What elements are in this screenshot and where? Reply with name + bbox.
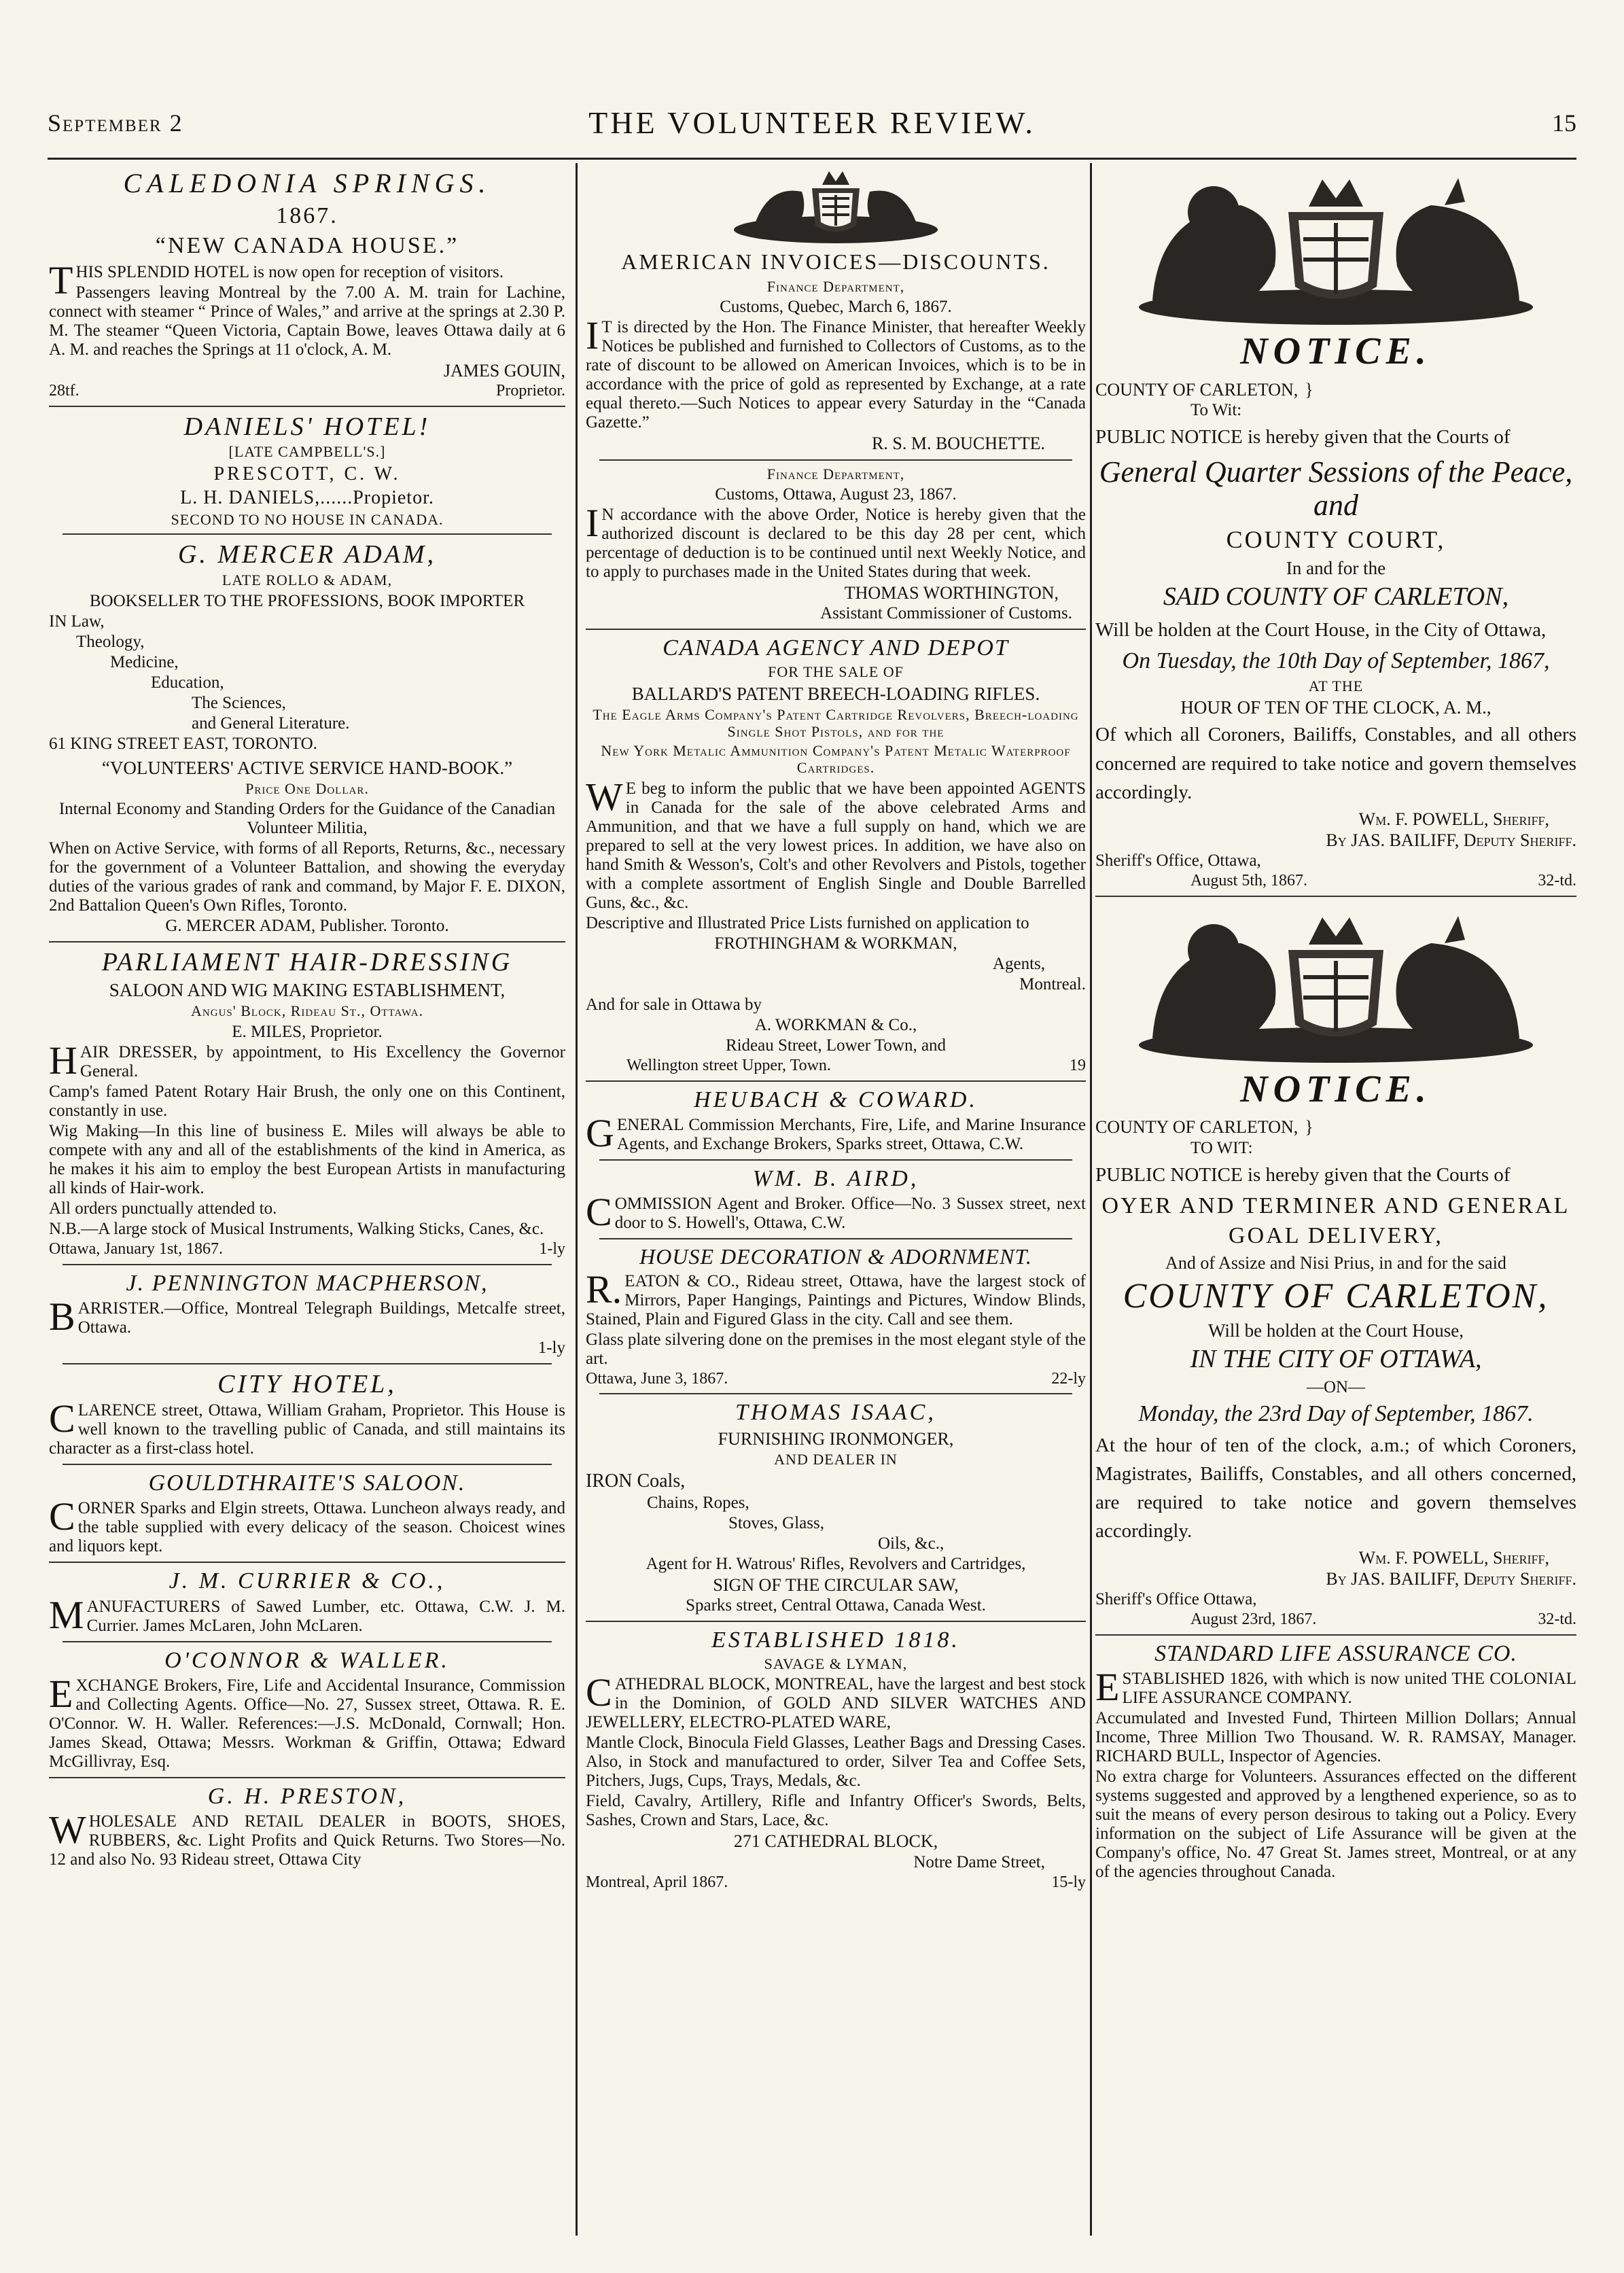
ad-subject: and General Literature. <box>192 713 350 733</box>
notice-text: Of which all Coroners, Bailiffs, Constables, and all others concerned are required to take notice and govern themselves accordingly. <box>1095 724 1576 803</box>
ad-ref: 22-ly <box>1051 1369 1086 1388</box>
separator <box>1095 896 1576 897</box>
notice-ref: 32-td. <box>1538 871 1576 889</box>
ad-subject: Education, <box>151 673 224 692</box>
ad-address: Angus' Block, Rideau St., Ottawa. <box>191 1002 423 1020</box>
ad-title: GOULDTHRAITE'S SALOON. <box>148 1470 466 1496</box>
notice-holden: Will be holden at the Court House, <box>1207 1320 1464 1341</box>
ad-date: Ottawa, June 3, 1867. <box>586 1369 728 1388</box>
separator <box>63 1264 552 1265</box>
notice-text: PUBLIC NOTICE is hereby given that the Courts of <box>1095 1163 1511 1186</box>
ad-title: J. M. CURRIER & CO., <box>169 1568 446 1594</box>
notice-county-big: COUNTY OF CARLETON, <box>1123 1276 1549 1316</box>
ad-text: Camp's famed Patent Rotary Hair Brush, the only one on this Continent, constantly in use. <box>49 1082 565 1120</box>
ad-signature: FROTHINGHAM & WORKMAN, <box>714 934 957 953</box>
ad-year: 1867. <box>276 202 338 228</box>
ad-title: PARLIAMENT HAIR-DRESSING <box>101 948 513 977</box>
ad-title: STANDARD LIFE ASSURANCE CO. <box>1154 1641 1517 1667</box>
ad-city-hotel <box>49 1370 565 1459</box>
separator <box>63 533 552 535</box>
ad-text: Field, Cavalry, Artillery, Rifle and Infantry Officer's Swords, Belts, Sashes, Crown and Stars, Lace, &c. <box>586 1792 1086 1830</box>
ad-title: G. H. PRESTON, <box>207 1783 407 1809</box>
brace-icon: } <box>1305 1117 1313 1138</box>
ad-note: SECOND TO NO HOUSE IN CANADA. <box>171 510 444 528</box>
ad-seller: A. WORKMAN & Co., <box>754 1015 917 1034</box>
notice-inand: In and for the <box>1286 557 1386 578</box>
ad-ref: 1-ly <box>537 1338 565 1357</box>
ad-text: Passengers leaving Montreal by the 7.00 A. M. train for Lachine, connect with steamer “ Prince of Wales,” and arrive at the springs at 2.30 P. M. The steamer “Queen Victoria, Captain Bowe, leaves Ottawa daily at 6 A. M. and reaches the Springs at 11 o'clock, A. M. <box>49 283 565 359</box>
ad-title: ESTABLISHED 1818. <box>711 1627 960 1653</box>
page-header <box>48 102 1576 156</box>
notice-goal: GOAL DELIVERY, <box>1229 1222 1443 1248</box>
ad-date: Montreal, April 1867. <box>586 1873 728 1891</box>
ad-text: EXCHANGE Brokers, Fire, Life and Accidental Insurance, Commission and Collecting Agents. Office—No. 27, Sussex street, Ottawa. R. E. O'Connor. W. H. Waller. References:—J.S. McDonald, Cornwall; Hon. James Skead, Ottawa; Messrs. Workman & Griffin, Ottawa; Edward McGillivray, Esq. <box>49 1671 565 1771</box>
ad-standard-life <box>1095 1641 1576 1882</box>
notice-sessions <box>1095 330 1576 890</box>
ad-ref: 15-ly <box>1051 1873 1086 1891</box>
notice-on: —ON— <box>1306 1377 1366 1396</box>
ad-savage-lyman <box>586 1627 1086 1892</box>
ad-text: IT is directed by the Hon. The Finance Minister, that hereafter Weekly Notices be published and furnished to Collectors of Customs, as to the rate of discount to be allowed on American Invoices, which is to be in accordance with the price of gold as represented by Exchange, at a rate equal thereto.—Such Notices to appear every Saturday in the “Canada Gazette.” <box>586 313 1086 432</box>
ad-parliament-hair <box>49 948 565 1258</box>
ad-price: Price One Dollar. <box>245 779 369 797</box>
ad-text: Agent for H. Watrous' Rifles, Revolvers and Cartridges, <box>646 1554 1026 1573</box>
ad-text: When on Active Service, with forms of all Reports, Returns, &c., necessary for the government of a Volunteer Battalion, and showing the everyday duties of the various grades of rank and command, by Major F. E. DIXON, 2nd Battalion Queen's Own Rifles, Toronto. <box>49 839 565 915</box>
ad-daniels-hotel <box>49 412 565 529</box>
ad-subject: Theology, <box>76 632 145 651</box>
ad-goods: IRON Coals, <box>586 1470 686 1492</box>
ad-text: N.B.—A large stock of Musical Instruments, Walking Sticks, Canes, &c. <box>49 1219 544 1238</box>
ad-signature: THOMAS WORTHINGTON, <box>844 583 1059 603</box>
column-3 <box>1095 164 1576 2244</box>
notice-city: IN THE CITY OF OTTAWA, <box>1190 1345 1482 1374</box>
notice-title: NOTICE. <box>1240 1068 1432 1110</box>
ad-title: CITY HOTEL, <box>217 1369 397 1398</box>
ad-subject: The Sciences, <box>192 693 286 712</box>
ad-address: Wellington street Upper, Town. <box>626 1056 831 1074</box>
ad-goods: Chains, Ropes, <box>647 1493 749 1512</box>
notice-office-date: August 5th, 1867. <box>1190 871 1308 889</box>
ad-proprietor: E. MILES, Proprietor. <box>232 1022 383 1041</box>
ad-text: WHOLESALE AND RETAIL DEALER in BOOTS, SHOES, RUBBERS, &c. Light Profits and Quick Returns. Two Stores—No. 12 and also No. 93 Rideau street, Ottawa City <box>49 1807 565 1869</box>
ad-publisher: G. MERCER ADAM, Publisher. Toronto. <box>165 917 449 936</box>
ad-aird <box>586 1166 1086 1233</box>
separator <box>49 1562 565 1563</box>
ad-ref: 28tf. <box>49 382 80 400</box>
separator <box>63 1363 552 1364</box>
notice-ref: 32-td. <box>1538 1610 1576 1629</box>
ad-thomas-isaac <box>586 1400 1086 1615</box>
notice-said: SAID COUNTY OF CARLETON, <box>1163 582 1509 611</box>
separator <box>586 1080 1086 1082</box>
ad-place: PRESCOTT, C. W. <box>213 463 401 485</box>
notice-towit: To Wit: <box>1190 400 1242 419</box>
ad-address: 61 KING STREET EAST, TORONTO. <box>49 734 317 753</box>
ad-canada-agency <box>586 635 1086 1074</box>
notice-atthe: AT THE <box>1308 677 1364 694</box>
header-rule <box>48 158 1576 160</box>
royal-crest-icon <box>727 164 945 246</box>
ad-line: BOOKSELLER TO THE PROFESSIONS, BOOK IMPORTER <box>89 591 525 610</box>
ad-date: Customs, Ottawa, August 23, 1867. <box>715 485 957 504</box>
ad-title: G. MERCER ADAM, <box>177 540 437 569</box>
header-title: THE VOLUNTEER REVIEW. <box>588 105 1036 140</box>
brace-icon: } <box>1305 379 1313 400</box>
ad-role: Assistant Commissioner of Customs. <box>820 604 1072 623</box>
ad-sale: And for sale in Ottawa by <box>586 995 762 1014</box>
ad-subtitle: LATE ROLLO & ADAM, <box>222 571 393 588</box>
notice-text: At the hour of ten of the clock, a.m.; of which Coroners, Magistrates, Bailiffs, Constables, and all others concerned, are required to take notice and govern themselves accordingly. <box>1095 1434 1576 1543</box>
notice-towit: TO WIT: <box>1190 1138 1253 1157</box>
ad-text: HAIR DRESSER, by appointment, to His Excellency the Governor General. <box>49 1038 565 1082</box>
ad-title: J. PENNINGTON MACPHERSON, <box>126 1270 489 1296</box>
ad-text: Glass plate silvering done on the premises in the most elegant style of the art. <box>586 1330 1086 1368</box>
separator <box>49 941 565 942</box>
ad-preston <box>49 1784 565 1869</box>
ad-text: Mantle Clock, Binocula Field Glasses, Leather Bags and Dressing Cases. Also, in Stock and manufactured to order, Silver Tea and Coffee Sets, Pitchers, Jugs, Cups, Trays, Medals, &c. <box>586 1733 1086 1791</box>
ad-subtitle: AND DEALER IN <box>774 1450 898 1468</box>
notice-text: Will be holden at the Court House, in the City of Ottawa, <box>1095 618 1547 641</box>
separator <box>1095 1634 1576 1636</box>
notice-oyer-terminer <box>1095 1068 1576 1629</box>
ad-date: Customs, Quebec, March 6, 1867. <box>720 298 952 317</box>
notice-county: COUNTY OF CARLETON, <box>1095 1117 1299 1138</box>
separator <box>49 406 565 407</box>
ad-text: WE beg to inform the public that we have been appointed AGENTS in Canada for the sale of the above celebrated Arms and Ammunition, and that we have a full supply on hand, which we are prepared to sell at the very lowest prices. In addition, we have also on hand Smith & Wesson's, Colt's and other Revolvers and Pistols, together with a complete assortment of English Single and Double Barrelled Guns, &c., &c. <box>586 774 1086 912</box>
ad-text: GENERAL Commission Merchants, Fire, Life, and Marine Insurance Agents, and Exchange Brokers, Sparks street, Ottawa, C.W. <box>586 1110 1086 1155</box>
ad-caledonia-springs <box>49 169 565 400</box>
separator <box>599 1393 1072 1394</box>
ad-subject: Medicine, <box>110 652 179 671</box>
ad-signature: JAMES GOUIN, <box>443 360 565 381</box>
notice-deputy: By JAS. BAILIFF, Deputy Sheriff. <box>1326 1569 1576 1589</box>
ad-text: Accumulated and Invested Fund, Thirteen Million Dollars; Annual Income, Three Million Two Thousand. W. R. RAMSAY, Manager. RICHARD BULL, Inspector of Agencies. <box>1095 1709 1576 1766</box>
ad-item: BALLARD'S PATENT BREECH-LOADING RIFLES. <box>631 684 1040 704</box>
ad-text: THIS SPLENDID HOTEL is now open for reception of visitors. <box>49 258 504 302</box>
notice-date: On Tuesday, the 10th Day of September, 1867, <box>1122 648 1550 673</box>
ad-dept: Finance Department, <box>766 277 905 295</box>
royal-arms-icon <box>1125 164 1547 328</box>
notice-hour: HOUR OF TEN OF THE CLOCK, A. M., <box>1180 697 1491 718</box>
ad-title: AMERICAN INVOICES—DISCOUNTS. <box>621 249 1051 274</box>
ad-text: Internal Economy and Standing Orders for the Guidance of the Canadian Volunteer Militia, <box>58 800 556 838</box>
notice-office: Sheriff's Office, Ottawa, <box>1095 851 1261 870</box>
ad-text: CORNER Sparks and Elgin streets, Ottawa. Luncheon always ready, and the table supplied with every delicacy of the season. Choicest wines and liquors kept. <box>49 1494 565 1556</box>
notice-assize: And of Assize and Nisi Prius, in and for the said <box>1165 1252 1506 1273</box>
ad-goods: Stoves, Glass, <box>728 1513 824 1532</box>
ad-ref: 1-ly <box>539 1239 565 1258</box>
ad-text: COMMISSION Agent and Broker. Office—No. 3 Sussex street, next door to S. Howell's, Ottawa, C.W. <box>586 1189 1086 1234</box>
separator <box>586 1621 1086 1622</box>
ad-subtitle: “NEW CANADA HOUSE.” <box>155 232 459 258</box>
ad-text: IN accordance with the above Order, Notice is hereby given that the authorized discount is declared to be this day 28 per cent, which percentage of deduction is to be continued until next Weekly Notice, and to apply to purchases made in the United States during that week. <box>586 501 1086 582</box>
column-rule-1 <box>576 163 578 2236</box>
notice-signature: Wm. F. POWELL, Sheriff, <box>1358 1548 1549 1568</box>
notice-deputy: By JAS. BAILIFF, Deputy Sheriff. <box>1326 830 1576 850</box>
notice-court: COUNTY COURT, <box>1226 526 1446 554</box>
ad-text: All orders punctually attended to. <box>49 1199 277 1218</box>
ad-city: Montreal. <box>1019 974 1086 993</box>
ad-text: Descriptive and Illustrated Price Lists furnished on application to <box>586 913 1029 932</box>
ad-text: Wig Making—In this line of business E. Miles will always be able to compete with any and all of the establishments of the kind in America, as he makes it his aim to employ the best European Artists in manufacturing all kinds of Hair-work. <box>49 1121 565 1197</box>
ad-ref: 19 <box>1070 1056 1086 1074</box>
ad-title: O'CONNOR & WALLER. <box>164 1647 450 1673</box>
notice-session: General Quarter Sessions of the Peace, and <box>1099 455 1573 523</box>
ad-american-invoices <box>586 250 1086 623</box>
separator <box>49 1777 565 1778</box>
ad-gouldthraite <box>49 1470 565 1556</box>
ad-text: MANUFACTURERS of Sawed Lumber, etc. Ottawa, C.W. J. M. Currier. James McLaren, John McLaren. <box>49 1592 565 1637</box>
ad-goods: Oils, &c., <box>878 1534 945 1553</box>
ad-text: CATHEDRAL BLOCK, MONTREAL, have the largest and best stock in the Dominion, of GOLD AND SILVER WATCHES AND JEWELLERY, ELECTRO-PLATED WARE, <box>586 1670 1086 1732</box>
ad-role: Proprietor. <box>496 382 565 400</box>
ad-title: THOMAS ISAAC, <box>735 1400 936 1426</box>
ad-text: CLARENCE street, Ottawa, William Graham, Proprietor. This House is well known to the travelling public of Canada, and still maintains its character as a first-class hotel. <box>49 1396 565 1458</box>
header-page-number: 15 <box>1552 109 1576 137</box>
ad-item: New York Metalic Ammunition Company's Patent Metalic Waterproof Cartridges. <box>601 742 1071 777</box>
ad-pennington <box>49 1271 565 1358</box>
ad-subtitle: FURNISHING IRONMONGER, <box>718 1428 954 1449</box>
ad-text: BARRISTER.—Office, Montreal Telegraph Buildings, Metcalfe street, Ottawa. <box>49 1294 565 1339</box>
ad-title: WM. B. AIRD, <box>752 1165 919 1191</box>
ad-subtitle: [LATE CAMPBELL'S.] <box>228 443 386 461</box>
ad-address: Notre Dame Street, <box>913 1852 1045 1871</box>
header-date: September 2 <box>48 109 183 137</box>
ad-subject: IN Law, <box>49 612 105 631</box>
ad-oconnor <box>49 1648 565 1772</box>
ad-name: SAVAGE & LYMAN, <box>764 1655 908 1672</box>
ad-title: DANIELS' HOTEL! <box>183 412 431 441</box>
ad-text: ESTABLISHED 1826, with which is now united THE COLONIAL LIFE ASSURANCE COMPANY. <box>1095 1665 1576 1710</box>
ad-title: CANADA AGENCY AND DEPOT <box>663 635 1009 661</box>
ad-item: The Eagle Arms Company's Patent Cartridge Revolvers, Breech-loading Single Shot Pistols, and for the <box>593 706 1079 740</box>
notice-office-date: August 23rd, 1867. <box>1190 1610 1317 1629</box>
ad-signature: R. S. M. BOUCHETTE. <box>872 434 1045 454</box>
ad-dept: Finance Department, <box>766 465 905 482</box>
ad-role: Agents, <box>992 954 1045 973</box>
ad-title: HOUSE DECORATION & ADORNMENT. <box>639 1244 1032 1269</box>
ad-proprietor: L. H. DANIELS,......Propietor. <box>180 487 434 509</box>
ad-currier <box>49 1568 565 1635</box>
ad-title: HEUBACH & COWARD. <box>694 1087 978 1112</box>
notice-signature: Wm. F. POWELL, Sheriff, <box>1358 809 1549 829</box>
ad-address: 271 CATHEDRAL BLOCK, <box>733 1831 938 1852</box>
royal-arms-icon <box>1125 902 1547 1065</box>
notice-oyer: OYER AND TERMINER AND GENERAL <box>1101 1193 1570 1218</box>
ad-house-decoration <box>586 1245 1086 1388</box>
separator <box>586 629 1086 630</box>
ad-title: CALEDONIA SPRINGS. <box>123 168 491 198</box>
ad-text: No extra charge for Volunteers. Assurances effected on the different systems suggested and approved by a lengthened experience, so as to suit the means of every person desirous to taking out a Policy. Every information on the subject of Life Assurance will be given at the Company's office, No. 47 Great St. James street, Montreal, or at any of the agencies throughout Canada. <box>1095 1767 1576 1882</box>
ad-mercer-adam <box>49 540 565 936</box>
ad-heubach <box>586 1087 1086 1154</box>
ad-address: Rideau Street, Lower Town, and <box>725 1036 947 1055</box>
column-2 <box>586 164 1086 2244</box>
separator <box>63 1464 552 1465</box>
ad-subtitle: SALOON AND WIG MAKING ESTABLISHMENT, <box>109 980 506 1001</box>
notice-office: Sheriff's Office Ottawa, <box>1095 1590 1257 1609</box>
separator <box>63 1641 552 1642</box>
separator <box>599 1238 1072 1239</box>
separator <box>599 459 1072 461</box>
notice-county: COUNTY OF CARLETON, <box>1095 379 1299 400</box>
column-rule-2 <box>1090 163 1092 2236</box>
ad-subtitle: FOR THE SALE OF <box>768 663 904 681</box>
notice-text: PUBLIC NOTICE is hereby given that the Courts of <box>1095 425 1511 448</box>
ad-text: R.EATON & CO., Rideau street, Ottawa, have the largest stock of Mirrors, Paper Hangings, Paintings and Pictures, Window Blinds, Stained, Plain and Figured Glass in the city. Call and see them. <box>586 1267 1086 1328</box>
ad-book-title: “VOLUNTEERS' ACTIVE SERVICE HAND-BOOK.” <box>101 757 513 778</box>
separator <box>599 1159 1072 1161</box>
notice-date: Monday, the 23rd Day of September, 1867. <box>1138 1400 1534 1426</box>
ad-sign: SIGN OF THE CIRCULAR SAW, <box>713 1574 959 1595</box>
ad-address: Sparks street, Central Ottawa, Canada West. <box>686 1596 986 1615</box>
notice-title: NOTICE. <box>1240 330 1432 372</box>
column-1 <box>49 164 565 2244</box>
ad-date: Ottawa, January 1st, 1867. <box>49 1239 223 1258</box>
